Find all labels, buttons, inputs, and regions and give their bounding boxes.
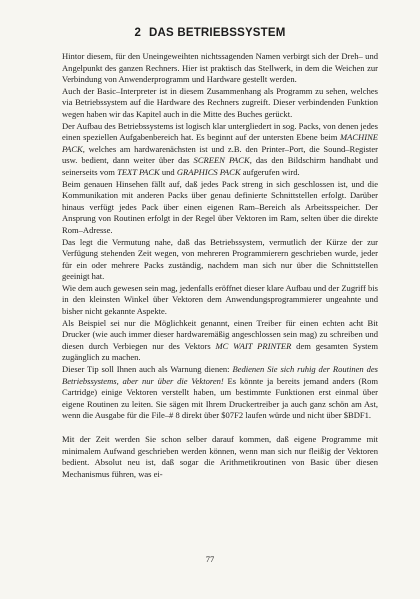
paragraph: Beim genauen Hinsehen fällt auf, daß jedes Pack streng in sich geschlossen ist, und die Kommunikation mit anderen Packs über genau definierte Schnittstellen erfolgt. Darüber hinaus verfügt jedes Pack über einen eigenen Ram–Bereich als Arbeitsspeicher. Der Ansprung von Routinen erfolgt in der Regel über Vektoren im Ram, selten über die direkte Rom–Adresse.	[62, 178, 378, 235]
text-run: dem gesamten System zugänglich zu machen.	[62, 340, 379, 363]
emphasis-machine-pack: MACHINE PACK	[62, 132, 378, 154]
text-run: , welches am hardwarenächsten ist und z.B. den Printer–Port, die Sound–Register usw. bedient, dann weiter über das	[62, 143, 378, 166]
emphasis-warning: Bedienen Sie sich ruhig der Routinen des Betriebssystems, aber nur über die Vektoren!	[62, 364, 378, 386]
text-run: Als Beispiel sei nur die Möglichkeit genannt, einen Treiber für einen echten acht Bit Drucker (wie auch immer dieser hardwaremäßig angeschlossen sein mag) zu schreiben und diesen durch Verbiegen nur des Vektors	[62, 317, 378, 351]
paragraph	[62, 318, 378, 364]
text-run: aufgerufen wird.	[240, 166, 300, 177]
emphasis-screen-pack: SCREEN PACK	[193, 155, 250, 166]
body-text	[62, 51, 378, 480]
chapter-number: 2	[134, 27, 142, 39]
text-run: Dieser Tip soll Ihnen auch als Warnung dienen:	[62, 364, 233, 375]
chapter-heading	[0, 27, 420, 39]
emphasis-graphics-pack: GRAPHICS PACK	[176, 166, 241, 177]
paragraph: Das legt die Vermutung nahe, daß das Betriebssystem, vermutlich der Kürze der zur Verfügung stehenden Zeit wegen, von mehreren Programmierern geschrieben wurde, jeder für ein oder mehrere Packs zuständig, nachdem man sich nur über die Schnittstellen geeinigt hat.	[62, 236, 378, 282]
paragraph: Mit der Zeit werden Sie schon selber darauf kommen, daß eigene Programme mit minimalem Aufwand geschrieben werden können, wenn man sich nur fleißig der Vektoren bedient. Absolut neu ist, daß sogar die Arithmetikroutinen von Basic über diesen Mechanismus führen, was ei-	[62, 434, 378, 479]
paragraph	[62, 364, 378, 422]
page-number: 77	[205, 554, 215, 564]
paragraph: Wie dem auch gewesen sein mag, jedenfalls eröffnet dieser klare Aufbau und der Zugriff bis in den kleinsten Winkel über Vektoren dem Anwendungsprogrammierer ungeahnte und bisher nicht gekannte Aspekte.	[62, 282, 378, 317]
text-run: Der Aufbau des Betriebssystems ist logisch klar untergliedert in sog. Packs, von denen jedes einen speziellen Aufgabenbereich hat. Es beginnt auf der untersten Ebene beim	[62, 120, 378, 143]
text-run: Es könnte ja bereits jemand anders (Rom Cartridge) einige Vektoren verstellt haben, um bestimmte Funktionen erst einmal über eigene Routinen zu leiten. Sie sägen mit Ihrem Druckertreiber ja auch ganz schön am Ast, wenn die Ausgabe für die File–# 8 direkt über $07F2 laufen würde und nicht über $BDF1.	[62, 375, 378, 421]
emphasis-text-pack: TEXT PACK	[117, 166, 160, 177]
paragraph	[62, 121, 378, 179]
emphasis-mc-wait-printer: MC WAIT PRINTER	[215, 340, 292, 351]
text-run: , das den Bildschirm handhabt und seinerseits vom	[62, 155, 378, 177]
paragraph: Hintor diesem, für den Uneingeweihten nichtssagenden Namen verbirgt sich der Dreh– und Angelpunkt des ganzen Rechners. Hier ist praktisch das Stellwerk, in dem die Weichen zur Verbindung von Anwenderprogramm und Hardware gestellt werden.	[62, 51, 378, 85]
paragraph: Auch der Basic–Interpreter ist in diesem Zusammenhang als Programm zu sehen, welches via Betriebssystem auf die Hardware des Rechners zugreift. Dieser verbindenden Funktion wegen haben wir das Kapitel auch in die Mitte des Buches gerückt.	[62, 85, 378, 119]
chapter-title: DAS BETRIEBSSYSTEM	[149, 27, 286, 39]
text-run: und	[159, 166, 177, 177]
